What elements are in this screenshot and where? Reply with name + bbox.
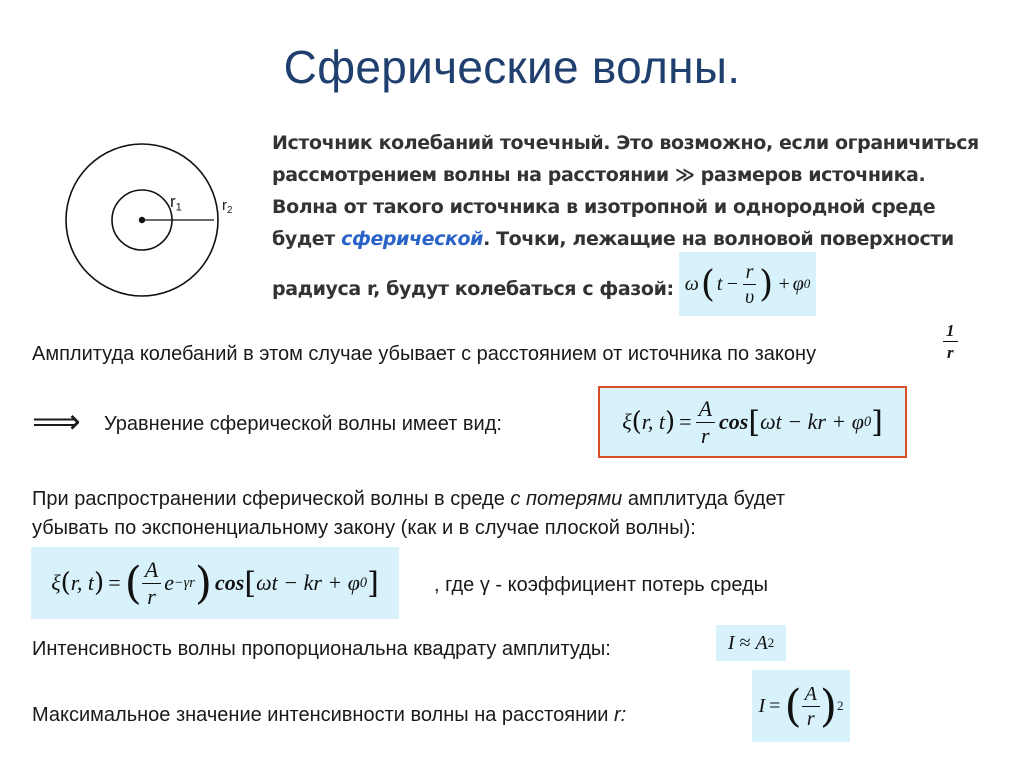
spherical-term: сферической <box>341 228 484 250</box>
intensity-proportional-formula: I ≈ A 2 <box>716 625 786 661</box>
loss-coefficient-note: , где γ - коэффициент потерь среды <box>434 574 769 596</box>
r1-label: $r_1$ <box>170 192 182 214</box>
phase-formula: ω ( t − $\frac{r}{\upsilon}$ ) + φ 0 <box>679 252 816 316</box>
intro-line: радиуса r, будут колебаться с фазой: <box>272 278 674 300</box>
max-intensity-formula: I = ( $\frac{A}{r}$ ) 2 <box>752 670 850 742</box>
r2-label: $r_2$ <box>222 197 233 216</box>
spherical-wave-diagram <box>60 142 260 312</box>
point-source <box>139 217 145 223</box>
intro-paragraph <box>272 127 1012 305</box>
slide-title: Сферические волны. <box>283 41 741 93</box>
equation-caption: Уравнение сферической волны имеет вид: <box>104 413 502 435</box>
loss-wave-equation: ξ ( r, t ) = ( $\frac{A}{r}$ e −γr ) cos [ ωt − kr + φ 0 ] <box>31 547 399 619</box>
amplitude-text: Амплитуда колебаний в этом случае убывает с расстоянием от источника по закону <box>32 343 817 365</box>
intensity-text: Интенсивность волны пропорциональна квадрату амплитуды: <box>32 638 611 660</box>
intro-line: Источник колебаний точечный. Это возможно, если ограничиться <box>272 132 979 154</box>
max-intensity-text: Максимальное значение интенсивности волны на расстоянии r: <box>32 704 627 726</box>
intro-line: Волна от такого источника в изотропной и однородной среде <box>272 196 936 218</box>
spherical-wave-equation: ξ ( r, t ) = $\frac{A}{r}$ cos [ ωt − kr + φ 0 ] <box>598 386 907 458</box>
losses-paragraph: При распространении сферической волны в среде с потерями амплитуда будет убывать по экспоненциальному закону (как и в случае плоской волны): <box>32 488 786 539</box>
intro-line: будет сферической. Точки, лежащие на волновой поверхности <box>272 228 954 250</box>
implies-arrow-icon: ⟹ <box>32 403 81 441</box>
intro-line: рассмотрением волны на расстоянии ≫ размеров источника. <box>272 164 926 186</box>
one-over-r-formula: $\frac{1}{r}$ <box>943 322 958 361</box>
